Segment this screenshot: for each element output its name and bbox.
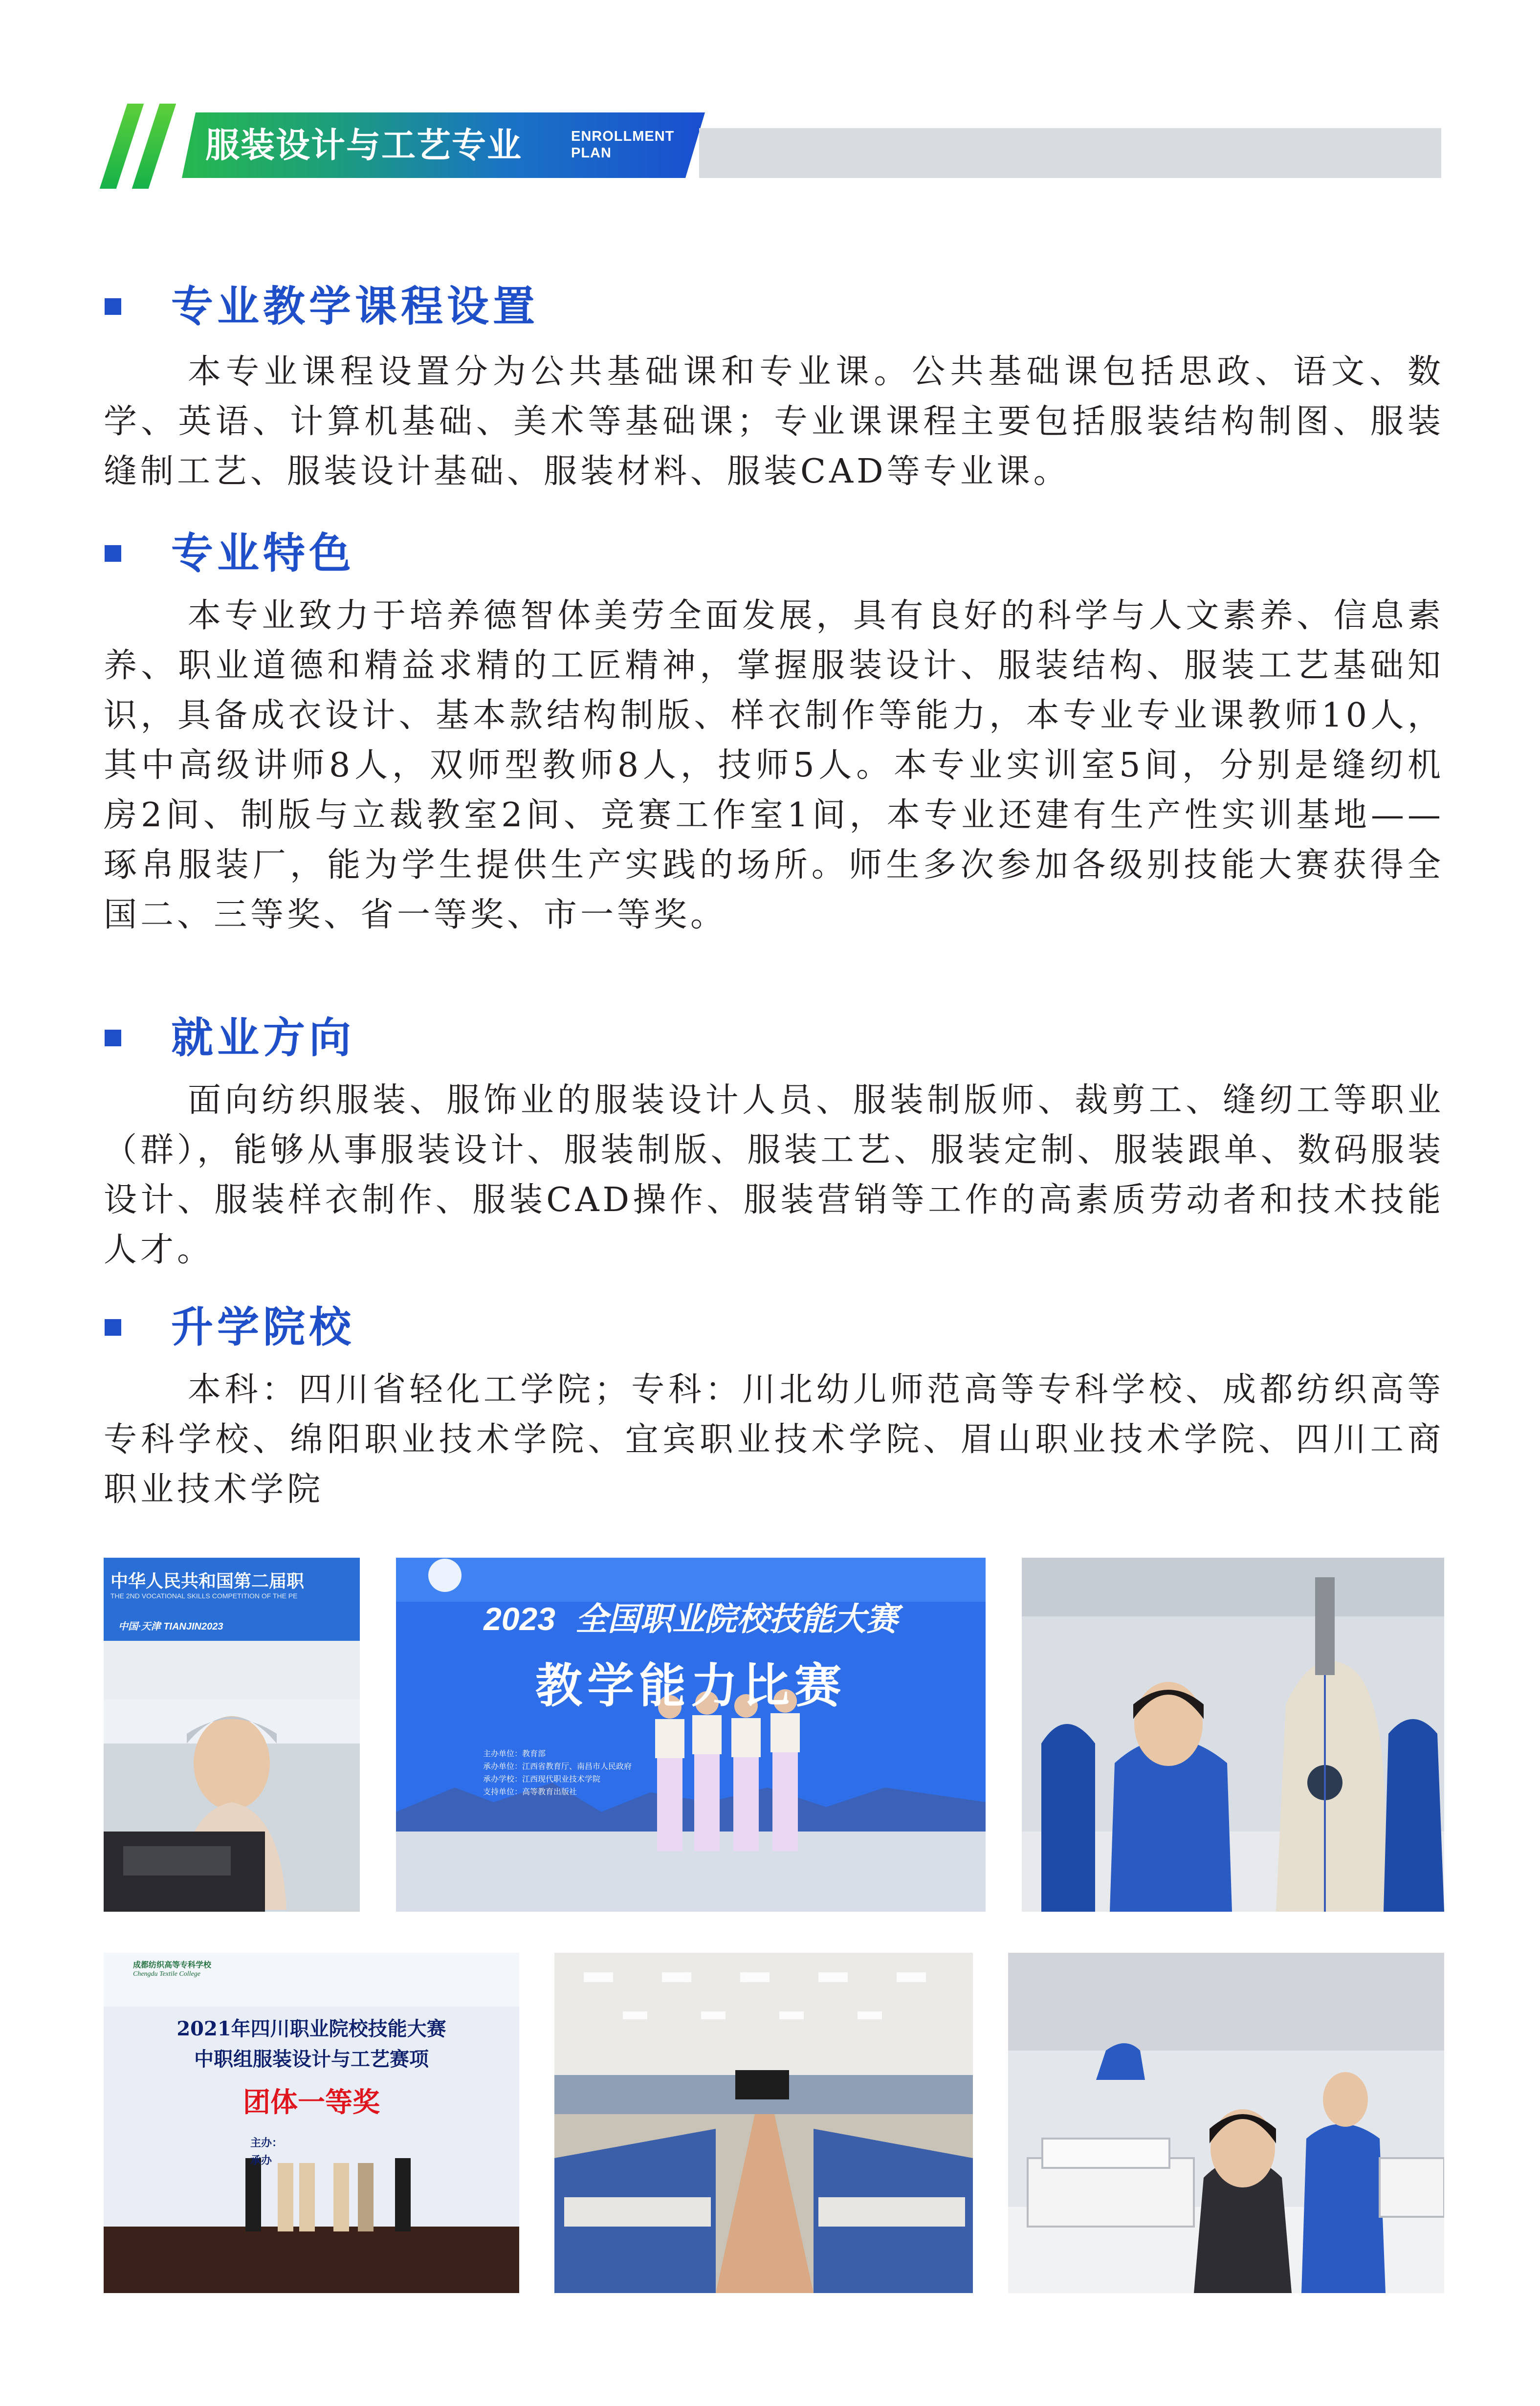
photo-sewing-class-image xyxy=(1008,1953,1444,2293)
photo-skills-competitor xyxy=(104,1558,360,1912)
photo-award-ceremony xyxy=(104,1953,519,2293)
section-heading xyxy=(0,1301,1540,1359)
organizer-line: 承办学校：江西现代职业技术学院 xyxy=(483,1774,601,1784)
award-event-line2: 中职组服装设计与工艺赛项 xyxy=(194,2048,429,2071)
section-bullet-square xyxy=(105,1319,121,1336)
organizer-line: 承办单位：江西省教育厅、南昌市人民政府 xyxy=(483,1762,632,1771)
section-body: 本专业课程设置分为公共基础课和专业课。公共基础课包括思政、语文、数学、英语、计算机基础、美术等基础课；专业课课程主要包括服装结构制图、服装缝制工艺、服装设计基础、服装材料、服装CAD等专业课。 xyxy=(104,353,1444,491)
photo-skills-competitor-image xyxy=(104,1558,360,1912)
photo-training-workshop xyxy=(554,1953,973,2293)
award-footer-organizer: 主办： xyxy=(250,2137,283,2149)
section-title: 升学院校 xyxy=(171,1303,355,1352)
section-title: 专业教学课程设置 xyxy=(171,282,539,331)
award-footer-host: 承办 xyxy=(250,2155,272,2167)
section-heading xyxy=(0,527,1540,585)
section-title: 就业方向 xyxy=(171,1014,355,1062)
section-title: 专业特色 xyxy=(171,529,355,578)
photo-sewing-class xyxy=(1008,1953,1444,2293)
photo-draping-class xyxy=(1022,1558,1444,1912)
section-heading xyxy=(0,1011,1540,1070)
photo-draping-class-image xyxy=(1022,1558,1444,1912)
organizer-line: 支持单位：高等教育出版社 xyxy=(483,1787,577,1796)
section-body: 本科：四川省轻化工学院；专科：川北幼儿师范高等专科学校、成都纺织高等专科学校、绵阳职业技术学院、宜宾职业技术学院、眉山职业技术学院、四川工商职业技术学院 xyxy=(104,1370,1444,1509)
section-bullet-square xyxy=(105,298,121,315)
competition-name: 全国职业院校技能大赛 xyxy=(575,1600,898,1638)
school-name-cn: 成都纺织高等专科学校 xyxy=(133,1960,212,1969)
section-bullet-square xyxy=(105,545,121,562)
teaching-competition-subtitle: 教学能力比赛 xyxy=(535,1658,846,1713)
section-bullet-square xyxy=(105,1030,121,1046)
header-gray-bar xyxy=(699,128,1441,178)
section-heading xyxy=(0,280,1540,338)
organizer-list xyxy=(483,1747,632,1798)
page-title: 服装设计与工艺专业 xyxy=(205,125,522,165)
section-body: 本专业致力于培养德智体美劳全面发展，具有良好的科学与人文素养、信息素养、职业道德和精益求精的工匠精神，掌握服装设计、服装结构、服装工艺基础知识，具备成衣设计、基本款结构制版、样衣制作等能力，本专业专业课教师10人，其中高级讲师8人，双师型教师8人，技师5人。本专业实训室5间，分别是缝纫机房2间、制版与立裁教室2间、竞赛工作室1间，本专业还建有生产性实训基地——琢帛服装厂，能为学生提供生产实践的场所。师生多次参加各级别技能大赛获得全国二、三等奖、省一等奖、市一等奖。 xyxy=(104,596,1444,934)
teaching-competition-title xyxy=(396,1593,986,1639)
photo-award-ceremony-image xyxy=(104,1953,519,2293)
enrollment-label-line2: PLAN xyxy=(571,145,612,161)
photo-training-workshop-image xyxy=(554,1953,973,2293)
enrollment-label-line1: ENROLLMENT xyxy=(571,129,675,144)
competition-banner-en: THE 2ND VOCATIONAL SKILLS COMPETITION OF THE PE xyxy=(110,1592,298,1600)
competition-year: 2023 xyxy=(484,1601,555,1637)
award-title: 团体一等奖 xyxy=(243,2087,380,2119)
enrollment-plan-label xyxy=(571,128,674,161)
section-body: 面向纺织服装、服饰业的服装设计人员、服装制版师、裁剪工、缝纫工等职业（群），能够从事服装设计、服装制版、服装工艺、服装定制、服装跟单、数码服装设计、服装样衣制作、服装CAD操作、服装营销等工作的高素质劳动者和技术技能人才。 xyxy=(104,1081,1444,1269)
photo-teaching-competition xyxy=(396,1558,986,1912)
organizer-line: 主办单位：教育部 xyxy=(483,1749,546,1758)
award-event-line1: 2021年四川职业院校技能大赛 xyxy=(176,2017,446,2040)
school-name-en: Chengdu Textile College xyxy=(133,1970,200,1978)
competition-banner-city: 中国·天津 TIANJIN2023 xyxy=(118,1621,223,1632)
competition-banner-cn: 中华人民共和国第二届职 xyxy=(110,1571,305,1591)
